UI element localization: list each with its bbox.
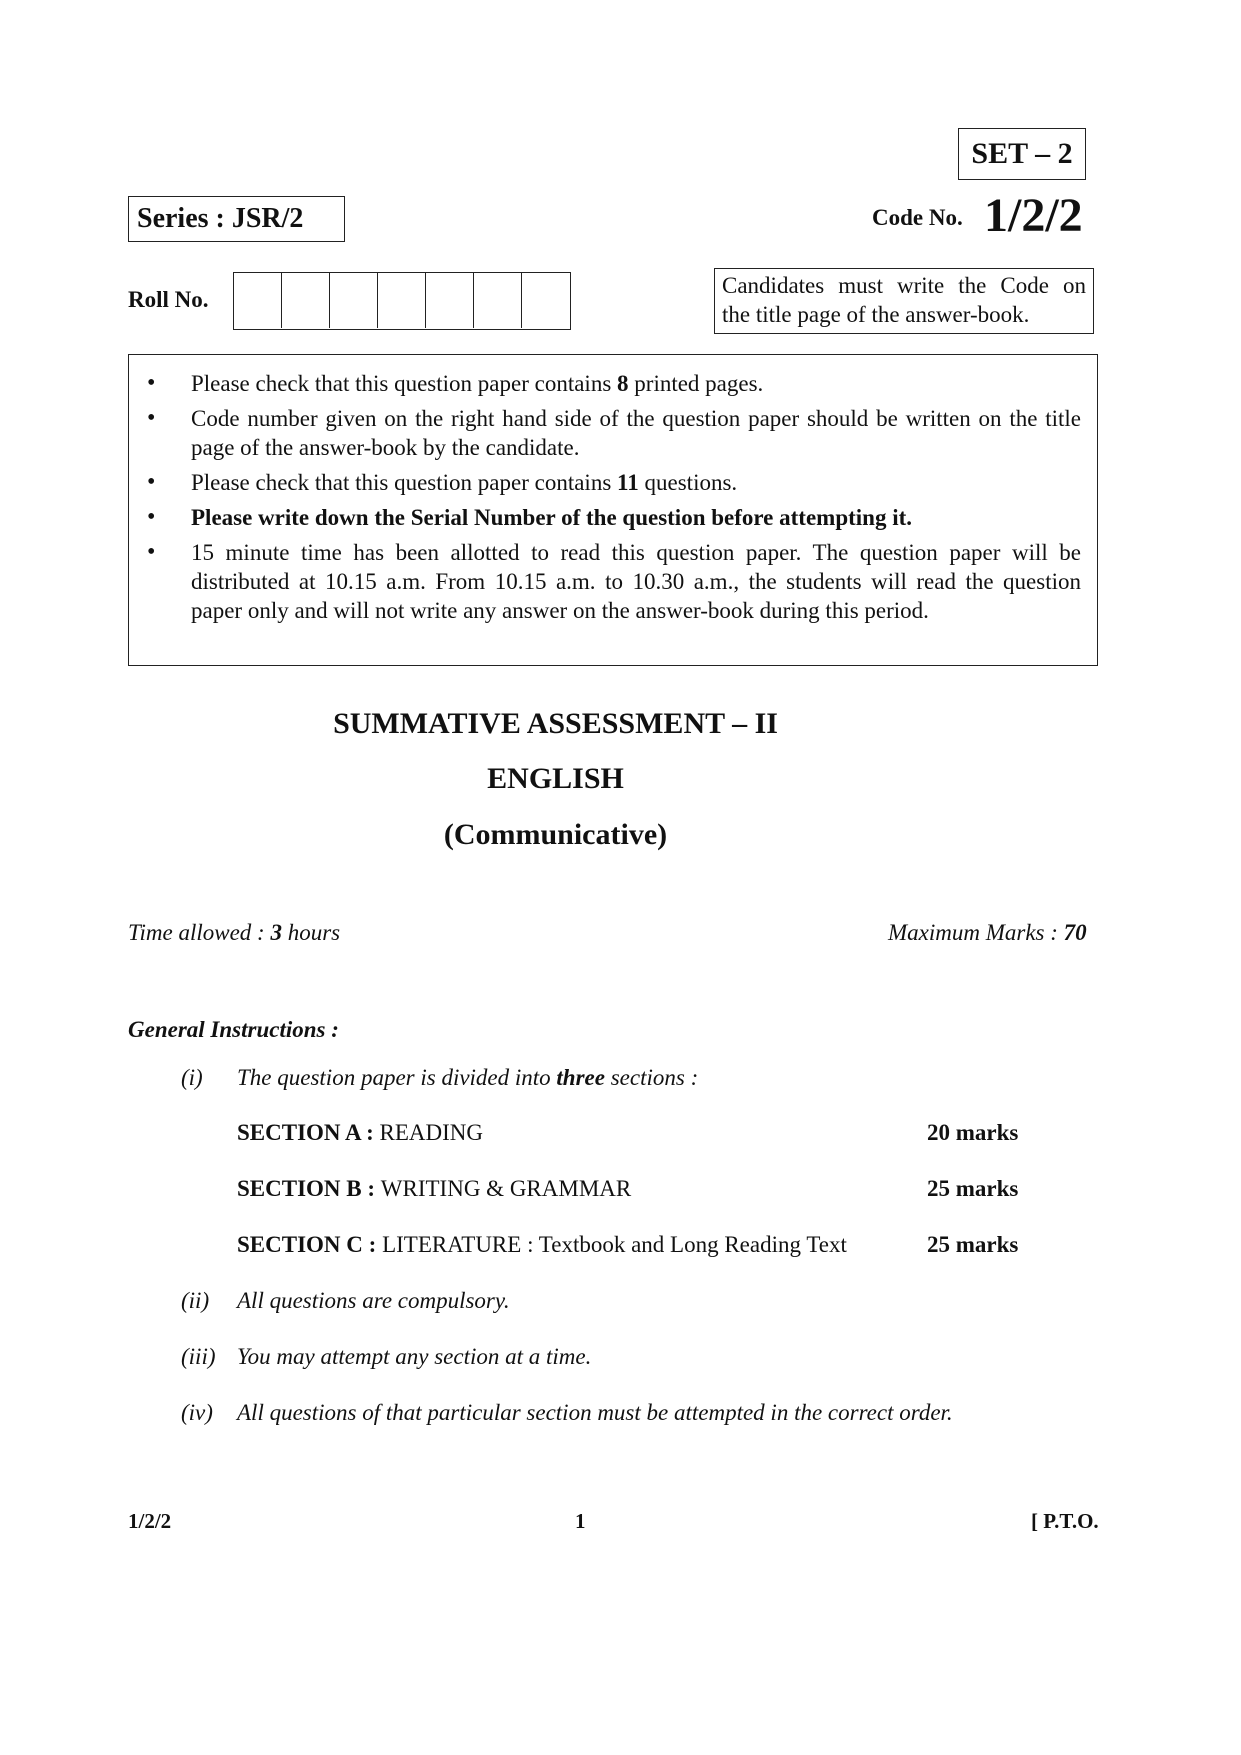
section-a-marks: 20 marks [927,1120,1019,1145]
general-instructions-heading: General Instructions : [128,1017,339,1042]
notice-item: • Please write down the Serial Number of the question before attempting it. [145,503,1081,532]
pto-label: [ P.T.O. [1031,1509,1099,1533]
notice-item: • 15 minute time has been allotted to read this question paper. The question paper will be distributed at 10.15 a.m. From 10.15 a.m. to 10.30 a.m., the students will read the question paper only and will not write any answer on the answer-book during this period. [145,538,1081,625]
roll-number-cell[interactable] [330,273,378,328]
instruction-text: The question paper is divided into three sections : [237,1065,699,1090]
instruction-text: All questions are compulsory. [237,1288,510,1313]
notice-item: • Please check that this question paper contains 8 printed pages. [145,369,1081,398]
instruction-number: (ii) [181,1288,210,1313]
set-label: SET – 2 [958,128,1086,180]
maximum-marks: Maximum Marks : 70 [888,920,1087,945]
notice-box [128,354,1098,666]
roll-number-cell[interactable] [474,273,522,328]
code-number: 1/2/2 [984,189,1083,242]
candidates-note-line1: Candidates must write the Code on [722,273,1086,298]
instruction-text: All questions of that particular section must be attempted in the correct order. [237,1400,953,1425]
roll-number-cell[interactable] [282,273,330,328]
candidates-note [714,268,1094,334]
roll-number-cell[interactable] [234,273,282,328]
instruction-number: (iii) [181,1344,216,1369]
time-allowed: Time allowed : 3 hours [128,920,341,945]
notice-item: • Please check that this question paper contains 11 questions. [145,468,1081,497]
instruction-number: (iv) [181,1400,213,1425]
instruction-number: (i) [181,1065,203,1090]
notice-list [145,369,1081,625]
notice-item: • Code number given on the right hand side of the question paper should be written on the title page of the answer-book by the candidate. [145,404,1081,462]
roll-number-cell[interactable] [522,273,570,328]
code-label: Code No. [872,205,963,230]
section-c-marks: 25 marks [927,1232,1019,1257]
roll-number-cell[interactable] [426,273,474,328]
roll-label: Roll No. [128,287,209,312]
footer-code: 1/2/2 [128,1509,172,1533]
page-number: 1 [575,1509,586,1533]
section-c-row: SECTION C : LITERATURE : Textbook and Long Reading Text [237,1232,847,1257]
roll-number-boxes[interactable] [233,272,571,330]
assessment-title: SUMMATIVE ASSESSMENT – II [333,707,778,740]
subject-title: ENGLISH [487,762,624,795]
section-a-row: SECTION A : READING [237,1120,484,1145]
candidates-note-line2: the title page of the answer-book. [722,302,1030,327]
section-b-marks: 25 marks [927,1176,1019,1201]
variant-title: (Communicative) [443,818,668,851]
series-label: Series : JSR/2 [128,196,345,242]
roll-number-cell[interactable] [378,273,426,328]
instruction-text: You may attempt any section at a time. [237,1344,592,1369]
section-b-row: SECTION B : WRITING & GRAMMAR [237,1176,632,1201]
